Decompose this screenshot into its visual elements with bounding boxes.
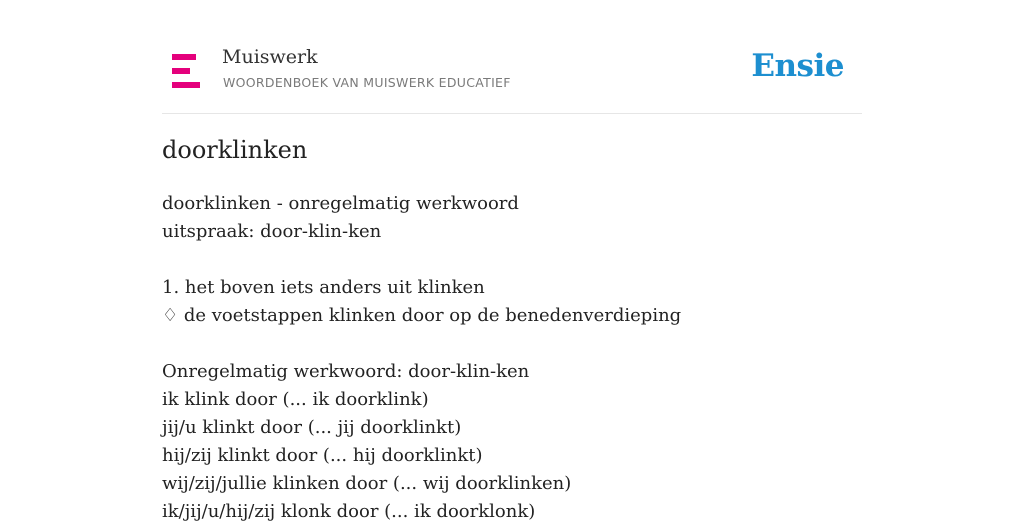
site-name[interactable]: Muiswerk [222,46,318,68]
muiswerk-logo-icon[interactable] [172,54,200,88]
entry-line [162,246,681,274]
entry-line: Onregelmatig werkwoord: door-klin-ken [162,361,530,382]
entry-line: uitspraak: door-klin-ken [162,221,382,242]
site-subtitle: WOORDENBOEK VAN MUISWERK EDUCATIEF [223,75,511,90]
ensie-logo[interactable]: Ensie [751,48,844,84]
entry-line: jij/u klinkt door (... jij doorklinkt) [162,417,462,438]
entry-line: ♢ de voetstappen klinken door op de benedenverdieping [162,305,682,326]
entry-body [162,190,681,526]
entry-line: ik/jij/u/hij/zij klonk door (... ik doorklonk) [162,501,536,522]
entry-line [162,330,681,358]
entry-line: hij/zij klinkt door (... hij doorklinkt) [162,445,483,466]
entry-line: ik klink door (... ik doorklink) [162,389,429,410]
entry-title: doorklinken [162,136,308,164]
entry-line: wij/zij/jullie klinken door (... wij doorklinken) [162,473,572,494]
entry-line: doorklinken - onregelmatig werkwoord [162,193,519,214]
page [162,0,862,522]
site-header [162,40,862,114]
entry-line: 1. het boven iets anders uit klinken [162,277,485,298]
